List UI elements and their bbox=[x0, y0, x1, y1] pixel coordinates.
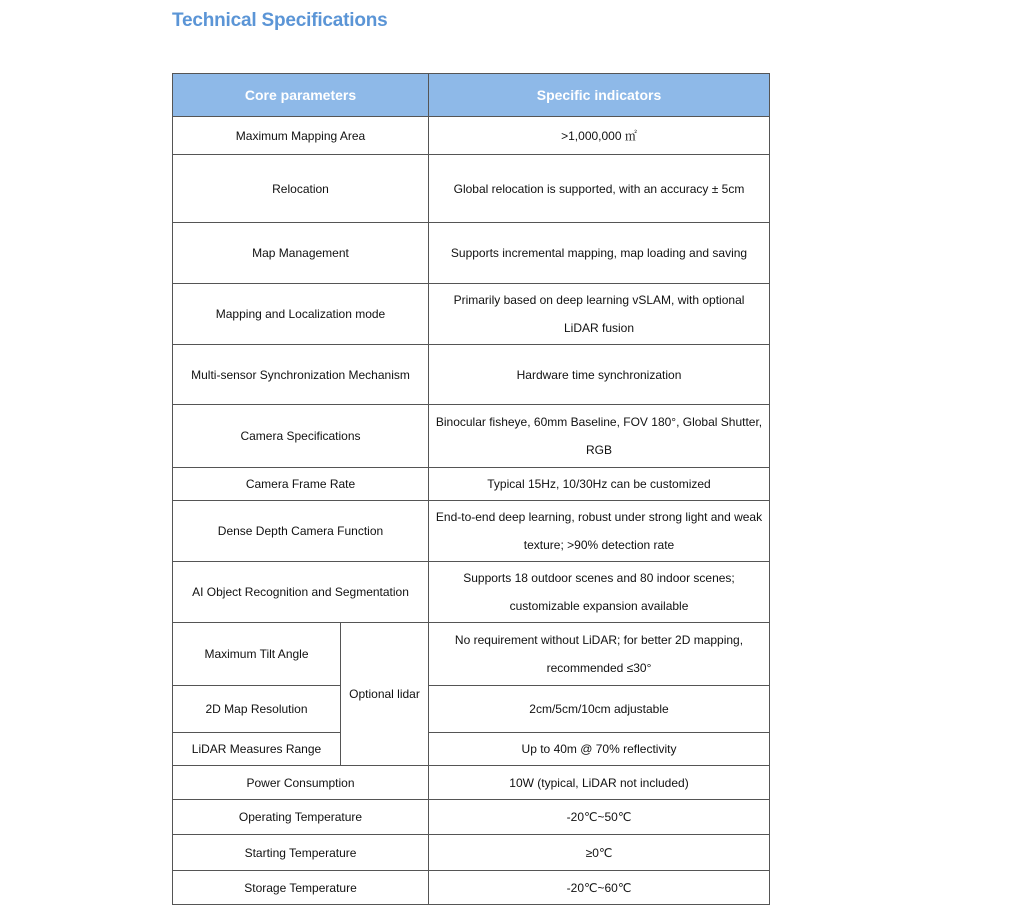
table-header-row bbox=[173, 74, 770, 117]
value-cell: Supports incremental mapping, map loading and saving bbox=[429, 223, 770, 284]
param-cell: Power Consumption bbox=[173, 766, 429, 800]
param-cell: Maximum Mapping Area bbox=[173, 117, 429, 155]
param-cell: Map Management bbox=[173, 223, 429, 284]
param-cell: LiDAR Measures Range bbox=[173, 733, 341, 766]
value-cell: Typical 15Hz, 10/30Hz can be customized bbox=[429, 468, 770, 501]
table-row bbox=[173, 405, 770, 468]
table-row bbox=[173, 345, 770, 405]
value-cell: Binocular fisheye, 60mm Baseline, FOV 180°, Global Shutter, RGB bbox=[429, 405, 770, 468]
table-row bbox=[173, 733, 770, 766]
table-row bbox=[173, 501, 770, 562]
param-cell: Operating Temperature bbox=[173, 800, 429, 835]
value-cell: ≥0℃ bbox=[429, 835, 770, 871]
table-row bbox=[173, 117, 770, 155]
optional-lidar-group-cell: Optional lidar bbox=[341, 623, 429, 766]
param-cell: Mapping and Localization mode bbox=[173, 284, 429, 345]
value-cell: No requirement without LiDAR; for better 2D mapping, recommended ≤30° bbox=[429, 623, 770, 686]
table-row bbox=[173, 284, 770, 345]
value-cell: 2cm/5cm/10cm adjustable bbox=[429, 686, 770, 733]
header-core-parameters: Core parameters bbox=[173, 74, 429, 117]
param-cell: Starting Temperature bbox=[173, 835, 429, 871]
value-cell: Primarily based on deep learning vSLAM, with optional LiDAR fusion bbox=[429, 284, 770, 345]
specifications-table bbox=[172, 73, 770, 905]
param-cell: Dense Depth Camera Function bbox=[173, 501, 429, 562]
value-cell: -20℃~50℃ bbox=[429, 800, 770, 835]
value-cell: >1,000,000 ㎡ bbox=[429, 117, 770, 155]
param-cell: Storage Temperature bbox=[173, 871, 429, 905]
table-row bbox=[173, 223, 770, 284]
table-row bbox=[173, 766, 770, 800]
value-cell: Up to 40m @ 70% reflectivity bbox=[429, 733, 770, 766]
param-cell: AI Object Recognition and Segmentation bbox=[173, 562, 429, 623]
table-row bbox=[173, 155, 770, 223]
value-cell: -20℃~60℃ bbox=[429, 871, 770, 905]
value-cell: Supports 18 outdoor scenes and 80 indoor scenes; customizable expansion available bbox=[429, 562, 770, 623]
page-title: Technical Specifications bbox=[172, 10, 388, 31]
param-cell: Camera Specifications bbox=[173, 405, 429, 468]
table-row bbox=[173, 686, 770, 733]
table-row bbox=[173, 468, 770, 501]
param-cell: Maximum Tilt Angle bbox=[173, 623, 341, 686]
table-row bbox=[173, 871, 770, 905]
header-specific-indicators: Specific indicators bbox=[429, 74, 770, 117]
param-cell: Multi-sensor Synchronization Mechanism bbox=[173, 345, 429, 405]
table-row bbox=[173, 562, 770, 623]
param-cell: Relocation bbox=[173, 155, 429, 223]
table-row bbox=[173, 835, 770, 871]
param-cell: Camera Frame Rate bbox=[173, 468, 429, 501]
table-row bbox=[173, 623, 770, 686]
value-cell: Hardware time synchronization bbox=[429, 345, 770, 405]
table-row bbox=[173, 800, 770, 835]
value-cell: 10W (typical, LiDAR not included) bbox=[429, 766, 770, 800]
param-cell: 2D Map Resolution bbox=[173, 686, 341, 733]
value-cell: End-to-end deep learning, robust under strong light and weak texture; >90% detection rate bbox=[429, 501, 770, 562]
value-cell: Global relocation is supported, with an accuracy ± 5cm bbox=[429, 155, 770, 223]
